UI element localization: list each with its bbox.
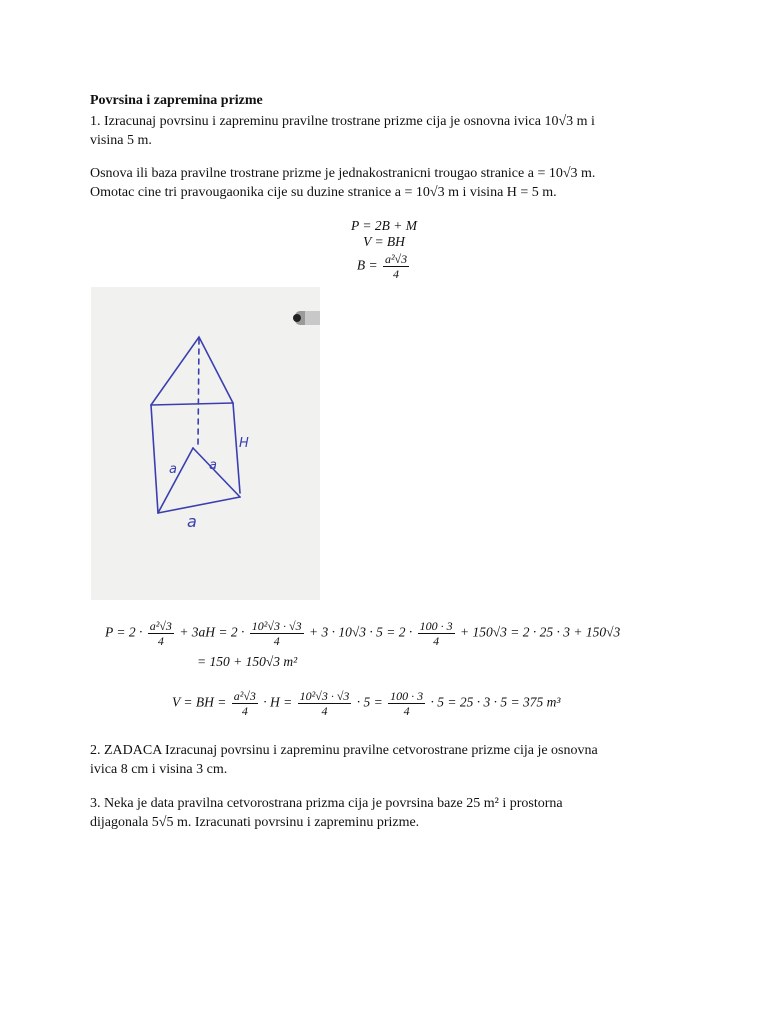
calc-v-fraction-3: [388, 689, 425, 718]
calc-p-part-4: + 150√3 = 2 · 25 · 3 + 150√3: [459, 624, 621, 640]
page-title: Povrsina i zapremina prizme: [90, 93, 263, 108]
pen-icon: [293, 311, 320, 325]
formula-base-lhs: B =: [356, 257, 378, 273]
formula-base-denominator: 4: [393, 267, 400, 281]
prism-sketch: [91, 287, 320, 600]
volume-calculation: [172, 689, 560, 718]
problem-1: [90, 112, 678, 150]
calc-v-fraction-2-denominator: 4: [321, 704, 328, 718]
calc-v-fraction-1: [232, 689, 258, 718]
explanation-line-1: Osnova ili baza pravilne trostrane prizme je jednakostranicni trougao stranice a = 10√3 m.: [90, 166, 596, 181]
formula-base-numerator: a²√3: [384, 252, 408, 266]
explanation-line-2: Omotac cine tri pravougaonika cije su duzine stranice a = 10√3 m i visina H = 5 m.: [90, 185, 557, 200]
problem-2-line-1: 2. ZADACA Izracunaj povrsinu i zapreminu pravilne cetvorostrane prizme cija je osnovna: [90, 743, 598, 758]
calc-v-fraction-2-numerator: 10²√3 · √3: [299, 689, 350, 703]
calc-v-fraction-3-denominator: 4: [403, 704, 410, 718]
calc-p-fraction-1-denominator: 4: [157, 634, 164, 648]
calc-p-fraction-2-numerator: 10²√3 · √3: [251, 619, 302, 633]
formula-base-fraction: [383, 252, 409, 281]
calc-p-part-1: P = 2 ·: [105, 624, 143, 640]
surface-result: = 150 + 150√3 m²: [197, 654, 298, 669]
problem-2-line-2: ivica 8 cm i visina 3 cm.: [90, 762, 228, 777]
problem-1-line-1: 1. Izracunaj povrsinu i zapreminu pravilne trostrane prizme cija je osnovna ivica 10√3 m i: [90, 114, 595, 129]
calc-p-fraction-1: [148, 619, 174, 648]
calc-v-fraction-3-numerator: 100 · 3: [390, 689, 424, 703]
calc-p-fraction-3-denominator: 4: [433, 634, 440, 648]
label-a-bottom: a: [187, 512, 197, 531]
problem-3-line-2: dijagonala 5√5 m. Izracunati povrsinu i zapreminu prizme.: [90, 815, 420, 830]
calc-v-part-3: · 5 =: [356, 694, 383, 710]
calc-p-fraction-3-numerator: 100 · 3: [419, 619, 453, 633]
formula-base: [0, 252, 768, 281]
calc-v-fraction-2: [298, 689, 352, 718]
calc-v-part-2: · H =: [263, 694, 293, 710]
calc-p-fraction-1-numerator: a²√3: [149, 619, 172, 633]
problem-2: [90, 741, 678, 779]
prism-sketch-photo: [91, 287, 320, 600]
problem-1-line-2: visina 5 m.: [90, 133, 152, 148]
problem-3: [90, 794, 678, 832]
formula-surface: P = 2B + M: [351, 218, 417, 233]
calc-p-part-2: + 3aH = 2 ·: [179, 624, 245, 640]
calc-v-part-4: · 5 = 25 · 3 · 5 = 375 m³: [430, 694, 561, 710]
calc-v-fraction-1-denominator: 4: [241, 704, 248, 718]
calc-p-part-3: + 3 · 10√3 · 5 = 2 ·: [308, 624, 413, 640]
calc-p-fraction-2: [250, 619, 304, 648]
calc-p-fraction-2-denominator: 4: [273, 634, 280, 648]
calc-p-fraction-3: [418, 619, 455, 648]
label-a-right: a: [209, 458, 217, 473]
calc-v-fraction-1-numerator: a²√3: [233, 689, 256, 703]
formula-volume: V = BH: [363, 234, 405, 249]
problem-3-line-1: 3. Neka je data pravilna cetvorostrana prizma cija je povrsina baze 25 m² i prostorna: [90, 796, 563, 811]
surface-calculation: [105, 619, 620, 648]
explanation: [90, 164, 678, 202]
label-a-left: a: [169, 462, 177, 477]
label-h: H: [239, 436, 249, 451]
calc-v-part-1: V = BH =: [172, 694, 227, 710]
